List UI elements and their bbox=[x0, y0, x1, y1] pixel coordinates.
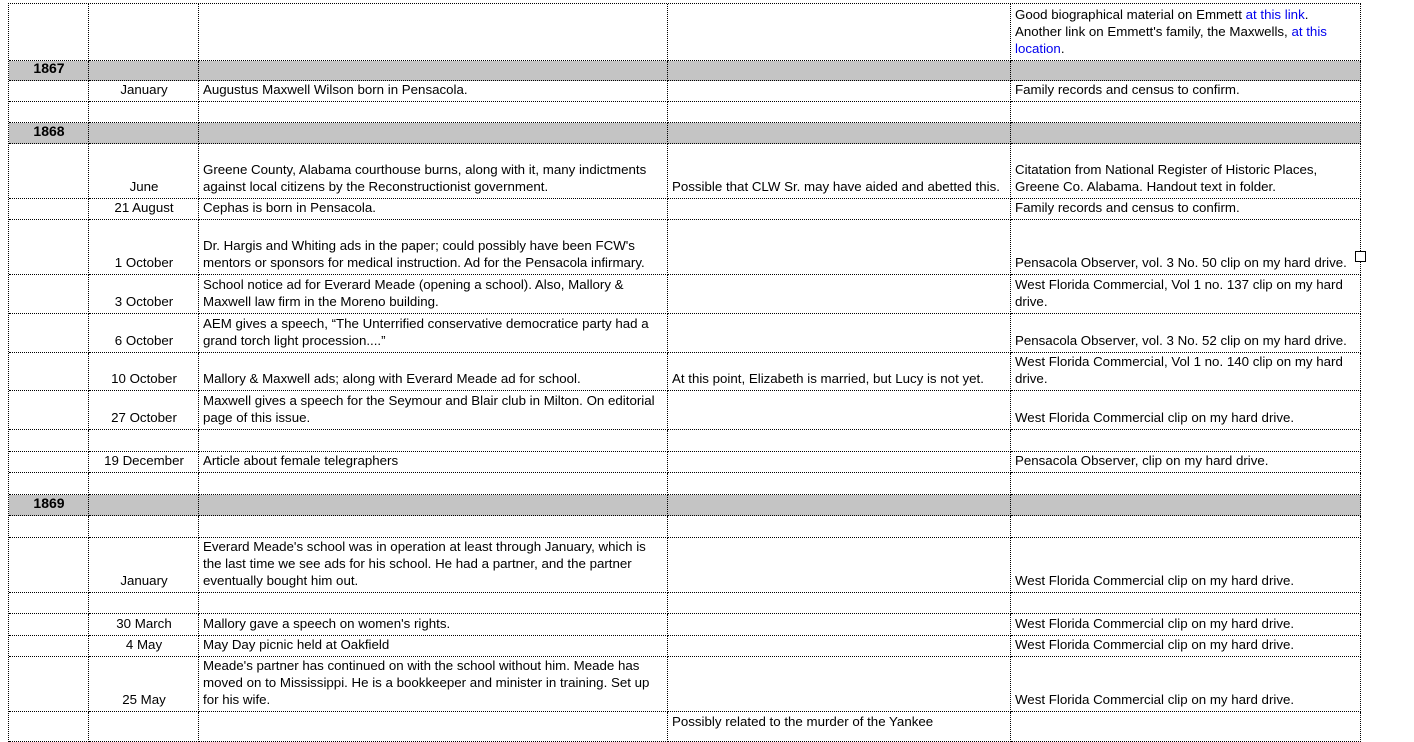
cell-source[interactable] bbox=[1011, 4, 1361, 61]
cell-event[interactable] bbox=[199, 452, 668, 473]
empty-cell[interactable] bbox=[668, 593, 1011, 614]
cell-source[interactable] bbox=[1011, 314, 1361, 353]
source-text: West Florida Commercial clip on my hard drive. bbox=[1015, 573, 1295, 588]
source-text: Family records and census to confirm. bbox=[1015, 200, 1240, 215]
cell-commentary[interactable] bbox=[668, 144, 1011, 199]
cell-year[interactable] bbox=[9, 199, 89, 220]
cell-year[interactable] bbox=[9, 538, 89, 593]
cell-event[interactable] bbox=[199, 614, 668, 636]
cell-date[interactable] bbox=[89, 275, 199, 314]
empty-cell[interactable] bbox=[9, 516, 89, 538]
cell-commentary[interactable] bbox=[668, 81, 1011, 102]
cell-commentary[interactable] bbox=[668, 199, 1011, 220]
year-band-cell[interactable] bbox=[668, 123, 1011, 144]
cell-commentary[interactable] bbox=[668, 452, 1011, 473]
commentary-text: At this point, Elizabeth is married, but Lucy is not yet. bbox=[672, 371, 984, 386]
year-header-cell[interactable] bbox=[9, 123, 89, 144]
year-band-cell[interactable] bbox=[89, 61, 199, 81]
year-label: 1868 bbox=[33, 123, 65, 139]
cell-date[interactable] bbox=[89, 144, 199, 199]
cell-source[interactable] bbox=[1011, 538, 1361, 593]
year-band-cell[interactable] bbox=[199, 123, 668, 144]
event-text: Maxwell gives a speech for the Seymour and Blair club in Milton. On editorial page of this issue. bbox=[203, 393, 655, 425]
cell-year[interactable] bbox=[9, 391, 89, 430]
cell-year[interactable] bbox=[9, 144, 89, 199]
event-text: May Day picnic held at Oakfield bbox=[203, 637, 390, 652]
cell-year[interactable] bbox=[9, 712, 89, 742]
cell-source[interactable] bbox=[1011, 144, 1361, 199]
source-text bbox=[1015, 6, 1357, 57]
source-text: Pensacola Observer, clip on my hard drive. bbox=[1015, 453, 1269, 468]
empty-cell[interactable] bbox=[668, 430, 1011, 452]
empty-cell[interactable] bbox=[199, 473, 668, 495]
event-text: Article about female telegraphers bbox=[203, 453, 399, 468]
date-label: January bbox=[120, 573, 168, 588]
cell-commentary[interactable] bbox=[668, 353, 1011, 391]
selection-handle[interactable] bbox=[1355, 251, 1366, 262]
year-band-cell[interactable] bbox=[668, 495, 1011, 516]
empty-cell[interactable] bbox=[668, 102, 1011, 123]
hyperlink[interactable]: at this location bbox=[1015, 24, 1327, 56]
cell-event[interactable] bbox=[199, 220, 668, 275]
cell-year[interactable] bbox=[9, 81, 89, 102]
source-text: West Florida Commercial clip on my hard drive. bbox=[1015, 637, 1295, 652]
cell-event[interactable] bbox=[199, 314, 668, 353]
cell-date[interactable] bbox=[89, 4, 199, 61]
cell-event[interactable] bbox=[199, 353, 668, 391]
empty-cell[interactable] bbox=[9, 102, 89, 123]
cell-year[interactable] bbox=[9, 220, 89, 275]
empty-cell[interactable] bbox=[199, 102, 668, 123]
year-band-cell[interactable] bbox=[1011, 61, 1361, 81]
date-label: 10 October bbox=[111, 371, 177, 386]
year-header-cell[interactable] bbox=[9, 495, 89, 516]
cell-date[interactable] bbox=[89, 220, 199, 275]
date-label: 4 May bbox=[125, 637, 163, 652]
cell-event[interactable] bbox=[199, 199, 668, 220]
source-text-segment: . bbox=[1060, 41, 1065, 56]
empty-cell[interactable] bbox=[1011, 593, 1361, 614]
event-text: Dr. Hargis and Whiting ads in the paper; could possibly have been FCW's mentors or sponsors for medical instruction. Ad for the Pensacola infirmary. bbox=[203, 238, 645, 270]
date-label: 27 October bbox=[111, 410, 177, 425]
cell-event[interactable] bbox=[199, 712, 668, 742]
event-text: School notice ad for Everard Meade (opening a school). Also, Mallory & Maxwell law firm in the Moreno building. bbox=[203, 277, 624, 309]
cell-source[interactable] bbox=[1011, 712, 1361, 742]
date-label: 19 December bbox=[104, 453, 184, 468]
empty-cell[interactable] bbox=[89, 473, 199, 495]
cell-source[interactable] bbox=[1011, 353, 1361, 391]
cell-source[interactable] bbox=[1011, 81, 1361, 102]
date-label: 1 October bbox=[114, 255, 174, 270]
source-text: Citatation from National Register of Historic Places, Greene Co. Alabama. Handout text in folder. bbox=[1015, 162, 1318, 194]
year-band-cell[interactable] bbox=[199, 495, 668, 516]
event-text: Mallory & Maxwell ads; along with Everard Meade ad for school. bbox=[203, 371, 581, 386]
cell-year[interactable] bbox=[9, 614, 89, 636]
cell-event[interactable] bbox=[199, 81, 668, 102]
cell-event[interactable] bbox=[199, 636, 668, 657]
cell-date[interactable] bbox=[89, 538, 199, 593]
event-text: Cephas is born in Pensacola. bbox=[203, 200, 376, 215]
cell-event[interactable] bbox=[199, 657, 668, 712]
empty-cell[interactable] bbox=[89, 430, 199, 452]
source-text: West Florida Commercial, Vol 1 no. 140 clip on my hard drive. bbox=[1015, 354, 1343, 386]
cell-commentary[interactable] bbox=[668, 538, 1011, 593]
cell-event[interactable] bbox=[199, 144, 668, 199]
year-header-cell[interactable] bbox=[9, 61, 89, 81]
cell-event[interactable] bbox=[199, 4, 668, 61]
cell-date[interactable] bbox=[89, 391, 199, 430]
cell-source[interactable] bbox=[1011, 199, 1361, 220]
cell-commentary[interactable] bbox=[668, 220, 1011, 275]
cell-date[interactable] bbox=[89, 636, 199, 657]
cell-commentary[interactable] bbox=[668, 314, 1011, 353]
year-band-cell[interactable] bbox=[199, 61, 668, 81]
cell-source[interactable] bbox=[1011, 220, 1361, 275]
empty-cell[interactable] bbox=[199, 593, 668, 614]
cell-year[interactable] bbox=[9, 636, 89, 657]
date-label: 3 October bbox=[114, 294, 174, 309]
empty-cell[interactable] bbox=[9, 473, 89, 495]
year-band-cell[interactable] bbox=[89, 123, 199, 144]
cell-date[interactable] bbox=[89, 614, 199, 636]
cell-commentary[interactable] bbox=[668, 657, 1011, 712]
commentary-text: Possible that CLW Sr. may have aided and abetted this. bbox=[672, 179, 1000, 194]
cell-date[interactable] bbox=[89, 314, 199, 353]
cell-date[interactable] bbox=[89, 452, 199, 473]
date-label: June bbox=[129, 179, 159, 194]
event-text: Augustus Maxwell Wilson born in Pensacola. bbox=[203, 82, 468, 97]
event-text: Meade's partner has continued on with the school without him. Meade has moved on to Mississippi. He is a bookkeeper and minister in training. Set up for his wife. bbox=[203, 658, 650, 707]
source-text-segment: Good biographical material on Emmett bbox=[1015, 7, 1246, 22]
empty-cell[interactable] bbox=[1011, 473, 1361, 495]
cell-year[interactable] bbox=[9, 314, 89, 353]
year-band-cell[interactable] bbox=[668, 61, 1011, 81]
cell-event[interactable] bbox=[199, 391, 668, 430]
source-text: Family records and census to confirm. bbox=[1015, 82, 1240, 97]
date-label: 6 October bbox=[114, 333, 174, 348]
source-text: Pensacola Observer, vol. 3 No. 52 clip on my hard drive. bbox=[1015, 333, 1347, 348]
cell-source[interactable] bbox=[1011, 614, 1361, 636]
event-text: AEM gives a speech, “The Unterrified conservative democratice party had a grand torch light procession....” bbox=[203, 316, 649, 348]
cell-source[interactable] bbox=[1011, 452, 1361, 473]
cell-commentary[interactable] bbox=[668, 712, 1011, 742]
cell-year[interactable] bbox=[9, 4, 89, 61]
source-text: West Florida Commercial clip on my hard drive. bbox=[1015, 692, 1295, 707]
cell-source[interactable] bbox=[1011, 636, 1361, 657]
cell-commentary[interactable] bbox=[668, 391, 1011, 430]
source-text: Pensacola Observer, vol. 3 No. 50 clip on my hard drive. bbox=[1015, 255, 1347, 270]
cell-date[interactable] bbox=[89, 199, 199, 220]
cell-event[interactable] bbox=[199, 538, 668, 593]
empty-cell[interactable] bbox=[1011, 102, 1361, 123]
event-text: Mallory gave a speech on women's rights. bbox=[203, 616, 451, 631]
cell-commentary[interactable] bbox=[668, 636, 1011, 657]
cell-date[interactable] bbox=[89, 81, 199, 102]
source-text: West Florida Commercial clip on my hard drive. bbox=[1015, 410, 1295, 425]
timeline-spreadsheet bbox=[8, 3, 1361, 742]
date-label: 25 May bbox=[122, 692, 166, 707]
event-text: Greene County, Alabama courthouse burns, along with it, many indictments against local citizens by the Reconstructionist government. bbox=[203, 162, 647, 194]
empty-cell[interactable] bbox=[9, 593, 89, 614]
empty-cell[interactable] bbox=[199, 516, 668, 538]
date-label: January bbox=[120, 82, 168, 97]
cell-source[interactable] bbox=[1011, 391, 1361, 430]
year-band-cell[interactable] bbox=[89, 495, 199, 516]
cell-year[interactable] bbox=[9, 353, 89, 391]
empty-cell[interactable] bbox=[199, 430, 668, 452]
year-label: 1867 bbox=[33, 61, 65, 76]
cell-year[interactable] bbox=[9, 275, 89, 314]
commentary-text: Possibly related to the murder of the Yankee bbox=[672, 714, 934, 729]
source-text: West Florida Commercial clip on my hard drive. bbox=[1015, 616, 1295, 631]
cell-source[interactable] bbox=[1011, 275, 1361, 314]
empty-cell[interactable] bbox=[89, 593, 199, 614]
empty-cell[interactable] bbox=[668, 473, 1011, 495]
empty-cell[interactable] bbox=[9, 430, 89, 452]
cell-year[interactable] bbox=[9, 657, 89, 712]
cell-event[interactable] bbox=[199, 275, 668, 314]
hyperlink[interactable]: at this link bbox=[1245, 7, 1305, 22]
year-band-cell[interactable] bbox=[1011, 495, 1361, 516]
cell-date[interactable] bbox=[89, 712, 199, 742]
cell-date[interactable] bbox=[89, 657, 199, 712]
empty-cell[interactable] bbox=[668, 516, 1011, 538]
date-label: 21 August bbox=[114, 200, 174, 215]
empty-cell[interactable] bbox=[1011, 430, 1361, 452]
cell-commentary[interactable] bbox=[668, 4, 1011, 61]
cell-commentary[interactable] bbox=[668, 614, 1011, 636]
empty-cell[interactable] bbox=[89, 516, 199, 538]
cell-commentary[interactable] bbox=[668, 275, 1011, 314]
cell-date[interactable] bbox=[89, 353, 199, 391]
cell-source[interactable] bbox=[1011, 657, 1361, 712]
source-text-segment: . Another link on Emmett's family, the Maxwells, bbox=[1015, 7, 1309, 39]
empty-cell[interactable] bbox=[89, 102, 199, 123]
event-text: Everard Meade's school was in operation at least through January, which is the last time we see ads for his school. He had a partner, and the partner eventually bought him out. bbox=[203, 539, 646, 588]
date-label: 30 March bbox=[116, 616, 172, 631]
cell-year[interactable] bbox=[9, 452, 89, 473]
empty-cell[interactable] bbox=[1011, 516, 1361, 538]
year-band-cell[interactable] bbox=[1011, 123, 1361, 144]
year-label: 1869 bbox=[33, 495, 65, 511]
source-text: West Florida Commercial, Vol 1 no. 137 clip on my hard drive. bbox=[1015, 277, 1343, 309]
